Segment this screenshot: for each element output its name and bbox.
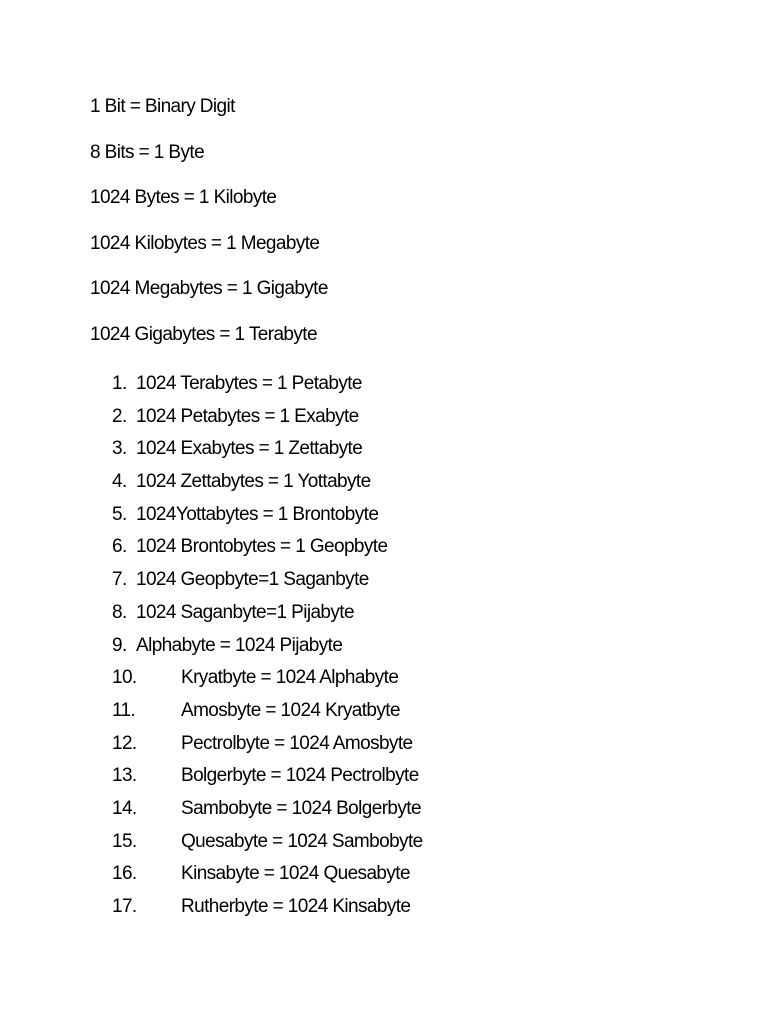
list-text: 1024Yottabytes = 1 Brontobyte (136, 503, 379, 525)
paragraph-kilobyte: 1024 Bytes = 1 Kilobyte (90, 187, 277, 209)
list-text: 1024 Geopbyte=1 Saganbyte (136, 569, 369, 591)
list-item (112, 499, 672, 532)
list-item (112, 858, 672, 891)
list-text: Rutherbyte = 1024 Kinsabyte (181, 896, 411, 917)
list-number: 16. (112, 863, 137, 885)
list-text: 1024 Petabytes = 1 Exabyte (136, 405, 359, 427)
list-item (112, 368, 672, 401)
list-number: 10. (112, 667, 137, 689)
paragraph-gigabyte: 1024 Megabytes = 1 Gigabyte (90, 278, 328, 300)
list-number: 6. (112, 536, 127, 558)
list-text: 1024 Brontobytes = 1 Geopbyte (136, 536, 388, 558)
list-text: Bolgerbyte = 1024 Pectrolbyte (181, 765, 419, 787)
list-item (112, 793, 672, 826)
list-number: 13. (112, 765, 137, 787)
list-number: 12. (112, 732, 137, 754)
numbered-list (112, 368, 672, 924)
list-text: 1024 Saganbyte=1 Pijabyte (136, 601, 354, 623)
list-text: Sambobyte = 1024 Bolgerbyte (181, 797, 421, 819)
list-item (112, 564, 672, 597)
list-number: 17. (112, 896, 137, 917)
paragraph-bit: 1 Bit = Binary Digit (90, 96, 235, 117)
list-text: Kinsabyte = 1024 Quesabyte (181, 863, 410, 885)
list-number: 8. (112, 601, 127, 623)
list-item (112, 695, 672, 728)
list-number: 15. (112, 830, 137, 852)
list-text: Alphabyte = 1024 Pijabyte (136, 634, 343, 656)
list-number: 7. (112, 569, 127, 591)
list-item (112, 466, 672, 499)
list-text: 1024 Terabytes = 1 Petabyte (136, 373, 362, 394)
list-number: 2. (112, 405, 127, 427)
list-item (112, 662, 672, 695)
list-item (112, 728, 672, 761)
paragraph-block (90, 94, 690, 368)
list-item (112, 826, 672, 859)
list-text: Kryatbyte = 1024 Alphabyte (181, 667, 399, 689)
list-number: 1. (112, 373, 127, 394)
list-item (112, 891, 672, 924)
list-number: 3. (112, 438, 127, 460)
list-text: Amosbyte = 1024 Kryatbyte (181, 699, 400, 721)
list-text: 1024 Zettabytes = 1 Yottabyte (136, 471, 371, 493)
list-text: 1024 Exabytes = 1 Zettabyte (136, 438, 363, 460)
list-item (112, 531, 672, 564)
list-item (112, 597, 672, 630)
paragraph-terabyte: 1024 Gigabytes = 1 Terabyte (90, 323, 317, 345)
list-text: Pectrolbyte = 1024 Amosbyte (181, 732, 413, 754)
list-item (112, 630, 672, 663)
list-number: 4. (112, 471, 127, 493)
list-number: 11. (112, 699, 136, 721)
list-text: Quesabyte = 1024 Sambobyte (181, 830, 423, 852)
list-item (112, 760, 672, 793)
list-item (112, 401, 672, 434)
list-number: 14. (112, 797, 137, 819)
list-number: 9. (112, 634, 127, 656)
list-item (112, 433, 672, 466)
paragraph-megabyte: 1024 Kilobytes = 1 Megabyte (90, 232, 320, 254)
paragraph-byte: 8 Bits = 1 Byte (90, 141, 205, 163)
list-number: 5. (112, 503, 127, 525)
